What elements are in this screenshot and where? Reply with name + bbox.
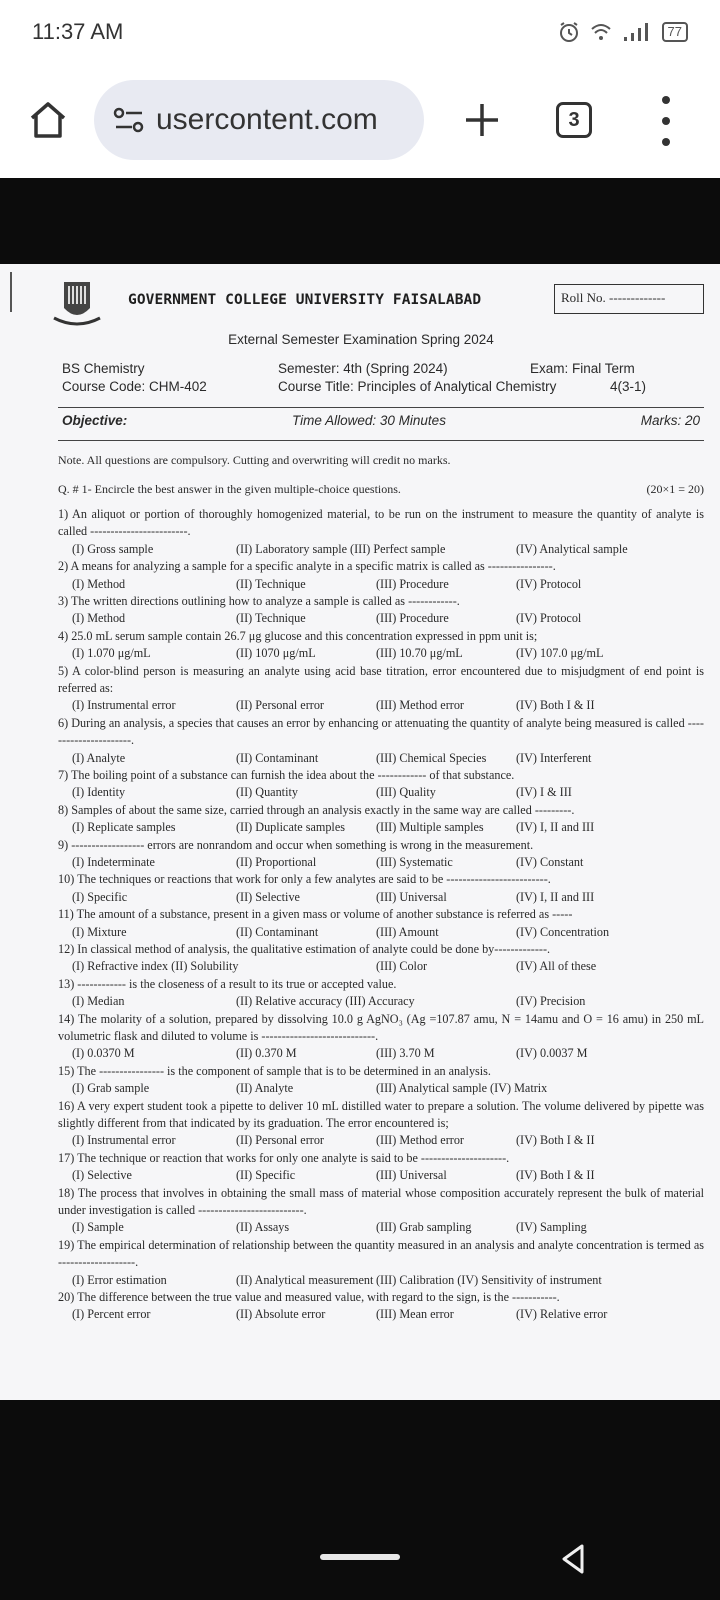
answer-option: (IV) Protocol bbox=[516, 611, 582, 626]
exam-header bbox=[58, 278, 704, 328]
answer-option: (III) Multiple samples bbox=[376, 820, 484, 835]
options-row bbox=[58, 1045, 704, 1062]
options-row bbox=[58, 958, 704, 975]
question-text: 3) The written directions outlining how to analyze a sample is called as ------------. bbox=[58, 594, 460, 608]
options-row bbox=[58, 750, 704, 767]
browser-toolbar bbox=[0, 72, 720, 168]
mcq-question bbox=[58, 941, 704, 976]
options-row bbox=[58, 924, 704, 941]
answer-option: (I) Instrumental error bbox=[72, 1133, 176, 1148]
answer-option: (II) Duplicate samples bbox=[236, 820, 345, 835]
question-text: 13) ------------ is the closeness of a result to its true or accepted value. bbox=[58, 976, 397, 991]
course-code: Course Code: CHM-402 bbox=[62, 379, 207, 394]
system-nav-bar bbox=[0, 1510, 720, 1600]
roll-number-box: Roll No. ------------- bbox=[554, 284, 704, 314]
answer-option: (IV) All of these bbox=[516, 959, 597, 974]
answer-option: (II) Absolute error bbox=[236, 1307, 326, 1322]
answer-option: (II) Proportional bbox=[236, 855, 317, 869]
question-marks: (20×1 = 20) bbox=[646, 482, 704, 496]
answer-option: (I) Method bbox=[72, 611, 126, 626]
answer-option: (III) Procedure bbox=[376, 576, 449, 591]
home-icon[interactable] bbox=[26, 98, 70, 142]
answer-option: (IV) 107.0 μg/mL bbox=[516, 646, 604, 661]
question-text: 6) During an analysis, a species that causes an error by enhancing or attenuating the quantity of analyte being measured is called ----------------------. bbox=[58, 715, 704, 748]
question-text: 14) The molarity of a solution, prepared by dissolving 10.0 g AgNO₃ (Ag =107.87 amu, N = 14amu and O = 16 amu) in 250 mL volumetric flask and diluted to volume is ----------------------------. bbox=[58, 1011, 704, 1043]
time-allowed: Time Allowed: 30 Minutes bbox=[292, 413, 446, 428]
answer-option: (III) Chemical Species bbox=[376, 750, 487, 765]
answer-option: (III) Mean error bbox=[376, 1307, 454, 1322]
mcq-question bbox=[58, 1098, 704, 1150]
question-text: 20) The difference between the true value and measured value, with regard to the sign, is the -----------. bbox=[58, 1289, 560, 1304]
mcq-question bbox=[58, 906, 704, 941]
mcq-question bbox=[58, 1289, 704, 1324]
answer-option: (III) Analytical sample (IV) Matrix bbox=[376, 1081, 548, 1096]
question-text: 2) A means for analyzing a sample for a specific analyte in a specific matrix is called as ----------------. bbox=[58, 559, 556, 574]
status-time: 11:37 AM bbox=[32, 19, 124, 44]
question-text: 7) The boiling point of a substance can furnish the idea about the ------------ of that substance. bbox=[58, 768, 515, 782]
answer-option: (I) Indeterminate bbox=[72, 855, 155, 869]
answer-option: (I) Specific bbox=[72, 889, 128, 904]
mcq-question bbox=[58, 837, 704, 872]
url-bar[interactable] bbox=[94, 80, 424, 160]
question-text: 18) The process that involves in obtaining the small mass of material whose composition accurately represent the bulk of material under investigation is called --------------------------. bbox=[58, 1185, 704, 1217]
more-menu-icon[interactable] bbox=[654, 96, 678, 146]
question-text: 11) The amount of a substance, present in a given mass or volume of another substance is referred as ----- bbox=[58, 907, 573, 922]
answer-option: (I) Mixture bbox=[72, 924, 127, 939]
question-text: 8) Samples of about the same size, carried through an analysis exactly in the same way are called ---------. bbox=[58, 802, 575, 817]
answer-option: (III) Quality bbox=[376, 785, 436, 800]
answer-option: (IV) Constant bbox=[516, 855, 584, 869]
answer-option: (IV) Relative error bbox=[516, 1307, 608, 1322]
instructions-note: Note. All questions are compulsory. Cutting and overwriting will credit no marks. bbox=[58, 453, 451, 467]
options-row bbox=[58, 784, 704, 801]
answer-option: (I) Analyte bbox=[72, 750, 126, 765]
answer-option: (IV) I, II and III bbox=[516, 889, 595, 904]
credit-hours: 4(3-1) bbox=[610, 379, 647, 394]
answer-option: (IV) Analytical sample bbox=[516, 541, 628, 556]
answer-option: (I) 1.070 μg/mL bbox=[72, 646, 151, 661]
question-text: 17) The technique or reaction that works for only one analyte is said to be ---------------------. bbox=[58, 1150, 510, 1165]
options-row bbox=[58, 889, 704, 906]
answer-option: (I) Error estimation bbox=[72, 1272, 167, 1287]
question-heading bbox=[58, 482, 704, 500]
mcq-question bbox=[58, 976, 704, 1011]
answer-option: (III) Calibration (IV) Sensitivity of instrument bbox=[376, 1272, 602, 1287]
answer-option: (IV) Concentration bbox=[516, 924, 610, 939]
program: BS Chemistry bbox=[62, 361, 145, 376]
answer-option: (II) Contaminant bbox=[236, 750, 319, 765]
new-tab-button[interactable] bbox=[454, 92, 510, 148]
mcq-question bbox=[58, 802, 704, 837]
document-viewer[interactable] bbox=[0, 178, 720, 1600]
answer-option: (III) Method error bbox=[376, 698, 464, 713]
answer-option: (IV) Both I & II bbox=[516, 1133, 595, 1148]
exam-title: External Semester Examination Spring 2024 bbox=[228, 332, 494, 347]
mcq-list bbox=[58, 506, 704, 1324]
page-edge bbox=[10, 272, 12, 312]
answer-option: (IV) 0.0037 M bbox=[516, 1046, 588, 1061]
alarm-icon bbox=[558, 21, 580, 43]
question-text: 15) The ---------------- is the component of sample that is to be determined in an analysis. bbox=[58, 1063, 491, 1078]
answer-option: (III) Procedure bbox=[376, 611, 449, 626]
answer-option: (II) 0.370 M bbox=[236, 1046, 297, 1061]
answer-option: (III) Systematic bbox=[376, 855, 453, 869]
objective-row bbox=[58, 408, 704, 434]
answer-option: (I) Selective bbox=[72, 1168, 132, 1183]
mcq-question bbox=[58, 663, 704, 715]
options-row bbox=[58, 576, 704, 593]
options-row bbox=[58, 1080, 704, 1097]
question-text: 4) 25.0 mL serum sample contain 26.7 μg glucose and this concentration expressed in ppm unit is; bbox=[58, 628, 538, 643]
question-text: 10) The techniques or reactions that work for only a few analytes are said to be -------------------------. bbox=[58, 872, 551, 887]
university-logo bbox=[50, 278, 104, 328]
mcq-question bbox=[58, 593, 704, 628]
mcq-question bbox=[58, 1063, 704, 1098]
question-text: 9) ------------------ errors are nonrandom and occur when something is wrong in the measurement. bbox=[58, 837, 534, 852]
course-info bbox=[58, 361, 704, 401]
home-gesture-pill[interactable] bbox=[320, 1554, 400, 1560]
answer-option: (III) Amount bbox=[376, 924, 439, 939]
question-text: 12) In classical method of analysis, the qualitative estimation of analyte could be done by-------------. bbox=[58, 941, 551, 956]
options-row bbox=[58, 993, 704, 1010]
question-heading-text: Q. # 1- Encircle the best answer in the given multiple-choice questions. bbox=[58, 482, 401, 496]
answer-option: (III) 3.70 M bbox=[376, 1046, 435, 1061]
answer-option: (I) Refractive index (II) Solubility bbox=[72, 959, 239, 974]
answer-option: (II) 1070 μg/mL bbox=[236, 646, 316, 661]
mcq-question bbox=[58, 1185, 704, 1237]
answer-option: (III) Color bbox=[376, 959, 428, 974]
mcq-question bbox=[58, 715, 704, 767]
options-row bbox=[58, 1306, 704, 1323]
mcq-question bbox=[58, 1150, 704, 1185]
wifi-icon bbox=[590, 22, 612, 42]
mcq-question bbox=[58, 506, 704, 558]
answer-option: (II) Analyte bbox=[236, 1081, 294, 1096]
answer-option: (IV) Both I & II bbox=[516, 1168, 595, 1183]
answer-option: (III) Grab sampling bbox=[376, 1220, 472, 1235]
answer-option: (I) Sample bbox=[72, 1220, 124, 1235]
total-marks: Marks: 20 bbox=[640, 413, 700, 428]
mcq-question bbox=[58, 558, 704, 593]
answer-option: (I) Identity bbox=[72, 785, 126, 800]
answer-option: (III) Universal bbox=[376, 889, 447, 904]
answer-option: (I) 0.0370 M bbox=[72, 1046, 135, 1061]
options-row bbox=[58, 697, 704, 714]
course-title: Course Title: Principles of Analytical Chemistry bbox=[278, 379, 557, 394]
objective-label: Objective: bbox=[62, 413, 128, 428]
answer-option: (III) Universal bbox=[376, 1168, 447, 1183]
url-text: usercontent.com bbox=[156, 103, 378, 136]
exam-page-image bbox=[0, 264, 720, 1400]
answer-option: (IV) Sampling bbox=[516, 1220, 587, 1235]
answer-option: (IV) Both I & II bbox=[516, 698, 595, 713]
answer-option: (I) Method bbox=[72, 576, 126, 591]
back-icon[interactable] bbox=[556, 1542, 590, 1576]
answer-option: (II) Personal error bbox=[236, 698, 324, 713]
mcq-question bbox=[58, 767, 704, 802]
options-row bbox=[58, 645, 704, 662]
answer-option: (II) Quantity bbox=[236, 785, 298, 800]
options-row bbox=[58, 1219, 704, 1236]
options-row bbox=[58, 819, 704, 836]
answer-option: (II) Personal error bbox=[236, 1133, 324, 1148]
answer-option: (IV) I & III bbox=[516, 785, 572, 800]
status-bar bbox=[0, 0, 720, 64]
divider bbox=[58, 440, 704, 441]
answer-option: (II) Contaminant bbox=[236, 924, 319, 939]
question-text: 1) An aliquot or portion of thoroughly homogenized material, to be run on the instrument to measure the quantity of analyte is called ------------------------. bbox=[58, 507, 704, 539]
answer-option: (II) Analytical measurement bbox=[236, 1272, 374, 1287]
answer-option: (II) Laboratory sample (III) Perfect sample bbox=[236, 541, 446, 556]
options-row bbox=[58, 1272, 704, 1289]
answer-option: (II) Relative accuracy (III) Accuracy bbox=[236, 994, 415, 1009]
answer-option: (I) Gross sample bbox=[72, 541, 154, 556]
exam-type: Exam: Final Term bbox=[530, 361, 635, 376]
options-row bbox=[58, 610, 704, 627]
answer-option: (II) Technique bbox=[236, 611, 306, 626]
plus-icon bbox=[462, 100, 502, 140]
semester: Semester: 4th (Spring 2024) bbox=[278, 361, 448, 376]
status-icons bbox=[558, 21, 688, 43]
site-settings-icon[interactable] bbox=[112, 103, 146, 137]
battery-icon: 77 bbox=[662, 22, 688, 42]
answer-option: (II) Assays bbox=[236, 1220, 290, 1235]
answer-option: (II) Selective bbox=[236, 889, 300, 904]
question-text: 16) A very expert student took a pipette to deliver 10 mL distilled water to prepare a solution. The volume delivered by pipette was slightly different from that indicated by its graduation. The error encountered is; bbox=[58, 1098, 704, 1130]
answer-option: (I) Replicate samples bbox=[72, 820, 176, 835]
options-row bbox=[58, 854, 704, 871]
answer-option: (I) Grab sample bbox=[72, 1081, 150, 1096]
question-text: 19) The empirical determination of relationship between the quantity measured in an analysis and analyte concentration is termed as -------------------. bbox=[58, 1237, 704, 1270]
answer-option: (IV) Interferent bbox=[516, 750, 592, 765]
answer-option: (IV) Protocol bbox=[516, 576, 582, 591]
mcq-question bbox=[58, 871, 704, 906]
answer-option: (II) Specific bbox=[236, 1168, 296, 1183]
options-row bbox=[58, 1132, 704, 1149]
answer-option: (I) Median bbox=[72, 994, 125, 1009]
mcq-question bbox=[58, 1237, 704, 1289]
answer-option: (IV) I, II and III bbox=[516, 820, 595, 835]
university-name: GOVERNMENT COLLEGE UNIVERSITY FAISALABAD bbox=[128, 292, 482, 308]
mcq-question bbox=[58, 1011, 704, 1063]
answer-option: (IV) Precision bbox=[516, 994, 586, 1009]
question-text: 5) A color-blind person is measuring an analyte using acid base titration, error encountered due to misjudgment of end point is referred as: bbox=[58, 663, 704, 695]
answer-option: (III) 10.70 μg/mL bbox=[376, 646, 463, 661]
options-row bbox=[58, 1167, 704, 1184]
options-row bbox=[58, 541, 704, 558]
exam-document bbox=[58, 278, 704, 1324]
tab-switcher-button[interactable]: 3 bbox=[556, 102, 592, 138]
answer-option: (III) Method error bbox=[376, 1133, 464, 1148]
mcq-question bbox=[58, 628, 704, 663]
answer-option: (I) Instrumental error bbox=[72, 698, 176, 713]
signal-icon bbox=[622, 22, 652, 42]
answer-option: (II) Technique bbox=[236, 576, 306, 591]
answer-option: (I) Percent error bbox=[72, 1307, 151, 1322]
